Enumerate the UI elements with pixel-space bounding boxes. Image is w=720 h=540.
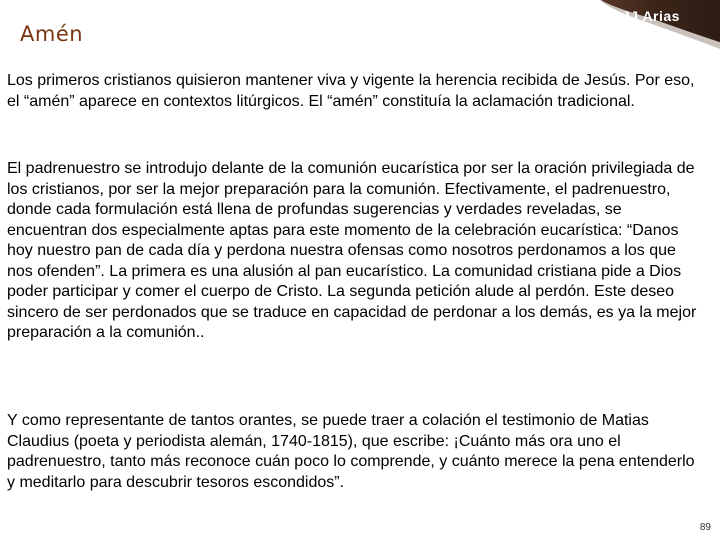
author-name: JJ Arias: [622, 8, 680, 24]
paragraph-3: Y como representante de tantos orantes, se puede traer a colación el testimonio de Matias Claudius (poeta y periodista alemán, 1740-1815), que escribe: ¡Cuánto más ora uno el padrenuestro, tanto más reconoce cuán poco lo comprende, y cuánto merece la pena entenderlo y meditarlo para descubrir tesoros escondidos”.: [7, 412, 695, 491]
slide-title: Amén: [20, 22, 84, 46]
paragraph-2: El padrenuestro se introdujo delante de la comunión eucarística por ser la oración privilegiada de los cristianos, por ser la mejor preparación para la comunión. Efectivamente, el padrenuestro, donde cada formulación está llena de profundas sugerencias y verdades reveladas, se encuentran dos especialmente aptas para este momento de la celebración eucarística: “Danos hoy nuestro pan de cada día y perdona nuestra ofensas como nosotros perdonamos a los que nos ofenden”. La primera es una alusión al pan eucarístico. La comunidad cristiana pide a Dios poder participar y comer el cuerpo de Cristo. La segunda petición alude al perdón. Este deseo sincero de ser perdonados que se traduce en capacidad de perdonar a los demás, es ya la mejor preparación a la comunión..: [7, 160, 697, 341]
paragraph-1: Los primeros cristianos quisieron mantener viva y vigente la herencia recibida de Jesús. Por eso, el “amén” aparece en contextos litúrgicos. El “amén” constituía la aclamación tradicional.: [7, 72, 695, 110]
page-number: 89: [699, 522, 711, 533]
